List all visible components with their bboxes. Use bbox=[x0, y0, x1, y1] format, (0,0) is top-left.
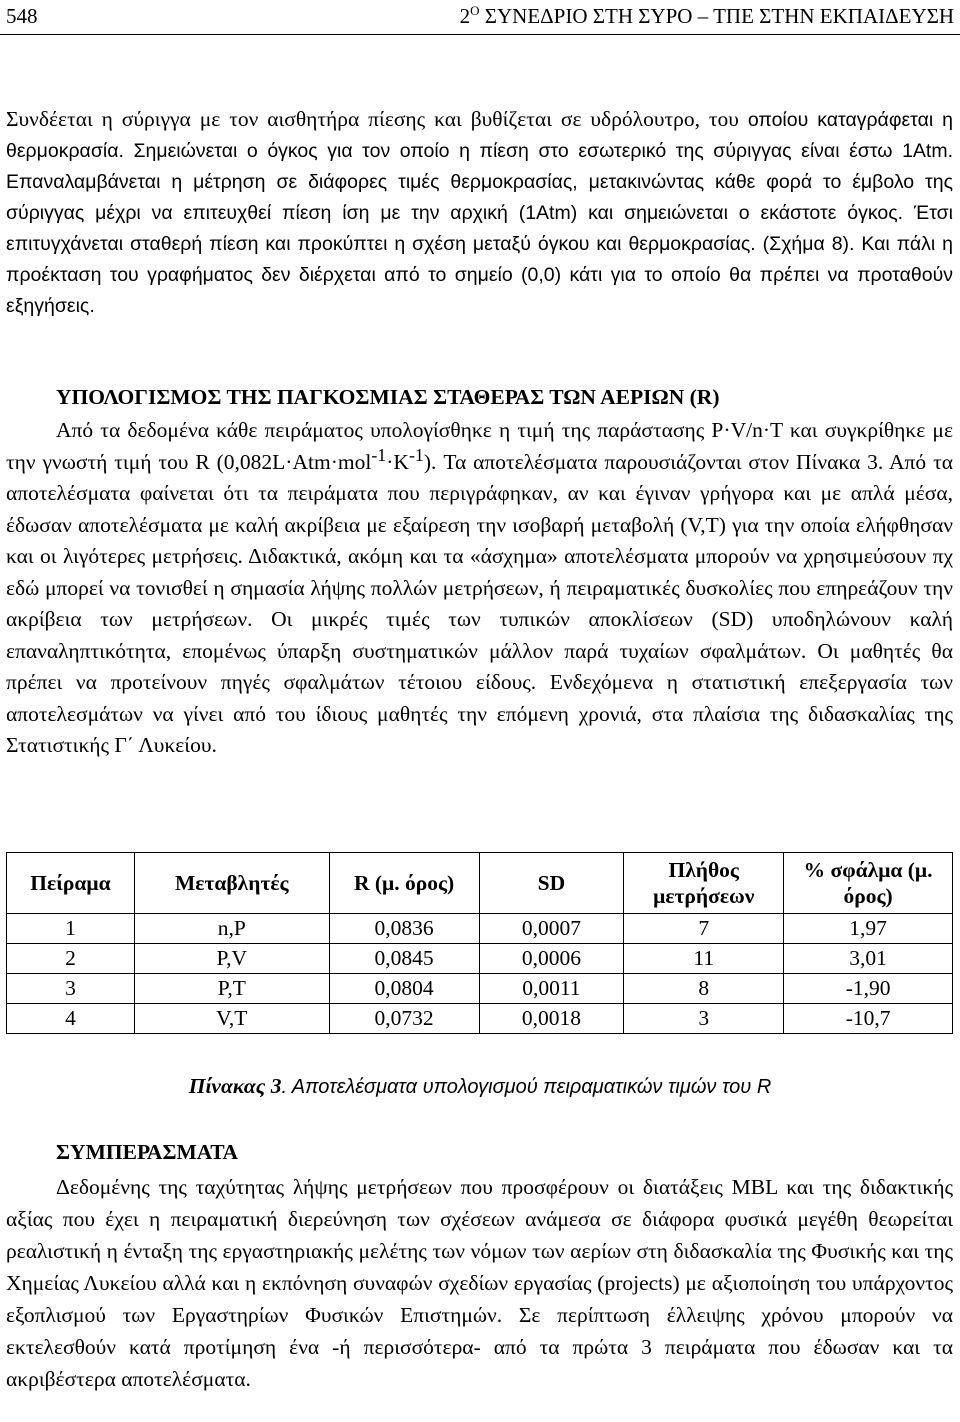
conclusions-first-line: Δεδομένης της ταχύτητας λήψης μετρήσεων που προσφέρουν οι διατάξεις MBL bbox=[56, 1175, 778, 1199]
conclusions-paragraph: Δεδομένης της ταχύτητας λήψης μετρήσεων που προσφέρουν οι διατάξεις MBL και της διδακτικής αξίας που έχει η πειραματική διερεύνηση των σχέσεων ανάμεσα σε διάφορα φυσικά μεγέθη θεωρείται ρεαλιστική η ένταξη της εργαστηριακής μελέτης των νόμων των αερίων στη διδασκαλία της Φυσικής και της Χημείας Λυκείου αλλά και η εκπόνηση συναφών σχεδίων εργασίας (projects) με αξιοποίηση του υπάρχοντος εξοπλισμού των Εργαστηρίων Φυσικών Επιστημών. Σε περίπτωση έλλειψης χρόνου μπορούν να εκτελεσθούν κατά προτίμηση ένα -ή περισσότερα- από τα πρώτα 3 πειράματα που έδωσαν και τα ακριβέστερα αποτελέσματα. bbox=[6, 1175, 953, 1391]
table-cell: -10,7 bbox=[784, 1004, 953, 1034]
page-number: 548 bbox=[6, 4, 38, 28]
header-cell: Πλήθος μετρήσεων bbox=[624, 853, 784, 914]
table-cell: 2 bbox=[7, 944, 135, 974]
table-cell: 0,0007 bbox=[479, 914, 624, 944]
intro-first-line: Συνδέεται η σύριγγα με τον αισθητήρα πίεσης και βυθίζεται σε υδρόλουτρο, του bbox=[6, 107, 739, 131]
table-cell: 0,0018 bbox=[479, 1004, 624, 1034]
table-cell: V,T bbox=[134, 1004, 329, 1034]
table-cell: 8 bbox=[624, 974, 784, 1004]
table-row bbox=[7, 1004, 953, 1034]
table-cell: 0,0006 bbox=[479, 944, 624, 974]
table-cell: n,P bbox=[134, 914, 329, 944]
table-cell: -1,90 bbox=[784, 974, 953, 1004]
page-header bbox=[0, 0, 960, 35]
header-cell: Πείραμα bbox=[7, 853, 135, 914]
table-cell: 4 bbox=[7, 1004, 135, 1034]
table-row bbox=[7, 944, 953, 974]
table-caption bbox=[0, 1074, 960, 1099]
header-cell: % σφάλμα (μ. όρος) bbox=[784, 853, 953, 914]
header-cell: SD bbox=[479, 853, 624, 914]
header-cell: R (μ. όρος) bbox=[329, 853, 479, 914]
table-cell: 7 bbox=[624, 914, 784, 944]
table-cell: 0,0011 bbox=[479, 974, 624, 1004]
table-cell: 0,0836 bbox=[329, 914, 479, 944]
intro-body: οποίου καταγράφεται η θερμοκρασία. Σημειώνεται ο όγκος για τον οποίο η πίεση στο εσωτερικό της σύριγγας είναι έστω 1Atm. Επαναλαμβάνεται η μέτρηση σε διάφορες τιμές θερμοκρασίας, μετακινώντας κάθε φορά το έμβολο της σύριγγας μέχρι να επιτευχθεί πίεση ίση με την αρχική (1Atm) και σημειώνεται ο εκάστοτε όγκος. Έτσι επιτυγχάνεται σταθερή πίεση και προκύπτει η σχέση μεταξύ όγκου και θερμοκρασίας. (Σχήμα 8). Και πάλι η προέκταση του γραφήματος δεν διέρχεται από το σημείο (0,0) κάτι για το οποίο θα πρέπει να προταθούν εξηγήσεις. bbox=[6, 109, 953, 317]
caption-label: Πίνακας 3 bbox=[188, 1074, 282, 1098]
table-cell: P,T bbox=[134, 974, 329, 1004]
section-r-paragraph: Από τα δεδομένα κάθε πειράματος υπολογίσθηκε η τιμή της παράστασης P·V/n·T και συγκρίθηκε με την γνωστή τιμή του R $(0,082L\cdot Atm\cdot mol^{-1}\cdot K^{-1})$. Τα αποτελέσματα παρουσιάζονται στον Πίνακα 3. Από τα αποτελέσματα φαίνεται ότι τα πειράματα που περιγράφηκαν, αν και έγιναν γρήγορα και με απλά μέσα, έδωσαν αποτελέσματα με καλή ακρίβεια με εξαίρεση την ισοβαρή μεταβολή (V,T) για την οποία ελήφθησαν και οι λιγότερες μετρήσεις. Διδακτικά, ακόμη και τα «άσχημα» αποτελέσματα μπορούν να χρησιμεύσουν πχ εδώ μπορεί να τονισθεί η σημασία λήψης πολλών μετρήσεων, ή πειραματικές δυσκολίες που επηρεάζουν την ακρίβεια των μετρήσεων. Οι μικρές τιμές των τυπικών αποκλίσεων (SD) υποδηλώνουν καλή επαναληπτικότητα, επομένως ύπαρξη συστηματικών μάλλον παρά τυχαίων σφαλμάτων. Οι μαθητές θα πρέπει να προτείνουν πηγές σφαλμάτων τέτοιου είδους. Ενδεχόμενα η στατιστική επεξεργασία των αποτελεσμάτων να γίνει από του ίδιους μαθητές την επόμενη χρονιά, στα πλαίσια της διδασκαλίας της Στατιστικής Γ΄ Λυκείου. bbox=[6, 418, 953, 757]
table-cell: 3 bbox=[624, 1004, 784, 1034]
intro-paragraph bbox=[6, 104, 953, 321]
table-cell: 0,0845 bbox=[329, 944, 479, 974]
header-cell: Μεταβλητές bbox=[134, 853, 329, 914]
section-heading-conclusions: ΣΥΜΠΕΡΑΣΜΑΤΑ bbox=[56, 1140, 239, 1164]
running-head: $2^O$ ΣΥΝΕΔΡΙΟ ΣΤΗ ΣΥΡΟ – ΤΠΕ ΣΤΗΝ ΕΚΠΑΙΔΕΥΣΗ bbox=[459, 3, 954, 28]
table-header-row bbox=[7, 853, 953, 914]
table-cell: 0,0732 bbox=[329, 1004, 479, 1034]
section-heading-r: ΥΠΟΛΟΓΙΣΜΟΣ ΤΗΣ ΠΑΓΚΟΣΜΙΑΣ ΣΤΑΘΕΡΑΣ ΤΩΝ ΑΕΡΙΩΝ (R) bbox=[56, 385, 720, 409]
results-table bbox=[6, 852, 953, 1034]
table-cell: 3 bbox=[7, 974, 135, 1004]
table-cell: P,V bbox=[134, 944, 329, 974]
caption-text: . Αποτελέσματα υπολογισμού πειραματικών τιμών του R bbox=[281, 1076, 772, 1098]
table-cell: 1 bbox=[7, 914, 135, 944]
table-cell: 3,01 bbox=[784, 944, 953, 974]
table-cell: 11 bbox=[624, 944, 784, 974]
table-cell: 0,0804 bbox=[329, 974, 479, 1004]
table-row bbox=[7, 914, 953, 944]
table-cell: 1,97 bbox=[784, 914, 953, 944]
table-row bbox=[7, 974, 953, 1004]
